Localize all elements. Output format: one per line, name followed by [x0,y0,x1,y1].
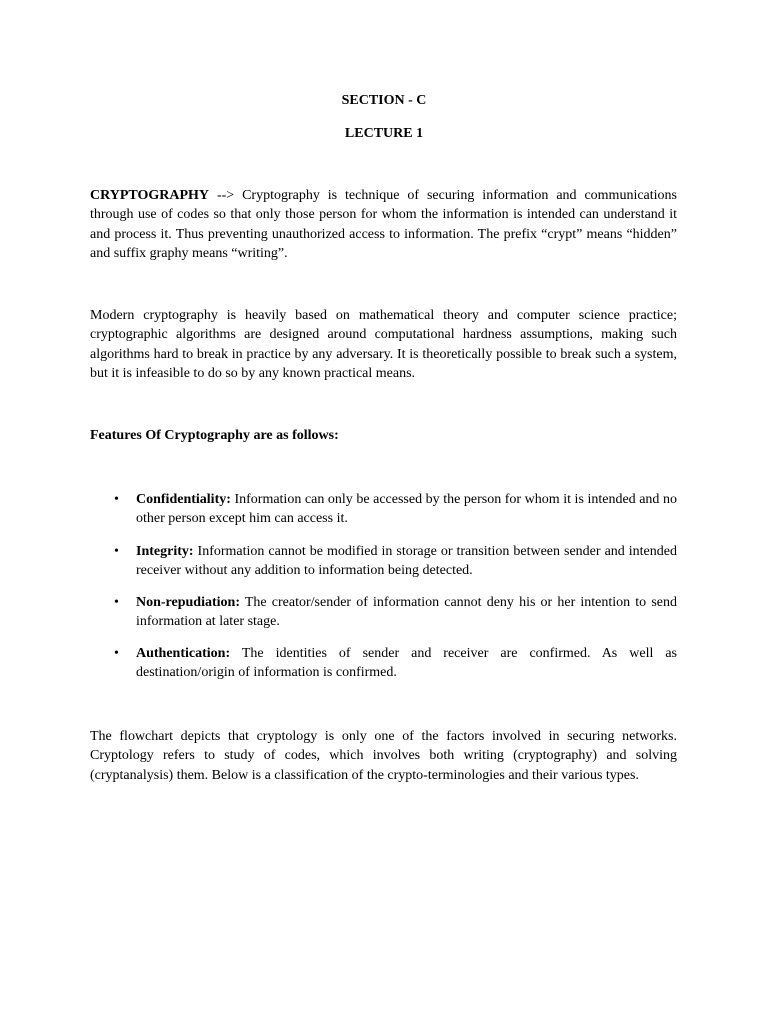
bullet-icon: • [114,544,119,559]
intro-text: --> Cryptography is technique of securing information and communications through use of codes so that only those person for whom the information is intended can understand it and process it. Thus preventing unauthorized access to information. The prefix “crypt” means “hidden” and suffix graphy means “writing”. [90,188,677,261]
feature-text: The creator/sender of information cannot deny his or her intention to send information at later stage. [136,595,677,630]
feature-text: Information cannot be modified in storage or transition between sender and intended receiver without any addition to information being detected. [136,544,677,579]
lecture-title: LECTURE 1 [344,126,424,141]
feature-text: Information can only be accessed by the person for whom it is intended and no other person except him can access it. [136,492,677,527]
bullet-icon: • [114,646,119,661]
list-item-authentication [114,644,677,683]
feature-term: Non-repudiation: [136,595,240,610]
bullet-icon: • [114,595,119,610]
feature-term: Integrity: [136,544,194,559]
intro-term: CRYPTOGRAPHY [90,188,210,203]
flowchart-paragraph: The flowchart depicts that cryptology is only one of the factors involved in securing networks. Cryptology refers to study of codes, which involves both writing (cryptography) and solving (cryptanalysis) them. Below is a classification of the crypto-terminologies and their various types. [90,729,677,783]
list-item-non-repudiation [114,593,677,632]
list-item-confidentiality [114,490,677,529]
feature-text: The identities of sender and receiver are confirmed. As well as destination/origin of information is confirmed. [136,646,677,681]
intro-paragraph [90,186,677,263]
modern-cryptography-paragraph: Modern cryptography is heavily based on mathematical theory and computer science practice; cryptographic algorithms are designed around computational hardness assumptions, making such algorithms hard to break in practice by any adversary. It is theoretically possible to break such a system, but it is infeasible to do so by any known practical means. [90,308,677,381]
feature-term: Confidentiality: [136,492,231,507]
feature-term: Authentication: [136,646,231,661]
bullet-icon: • [114,492,119,507]
section-title: SECTION - C [341,93,427,108]
list-item-integrity [114,542,677,581]
features-heading: Features Of Cryptography are as follows: [90,428,339,443]
